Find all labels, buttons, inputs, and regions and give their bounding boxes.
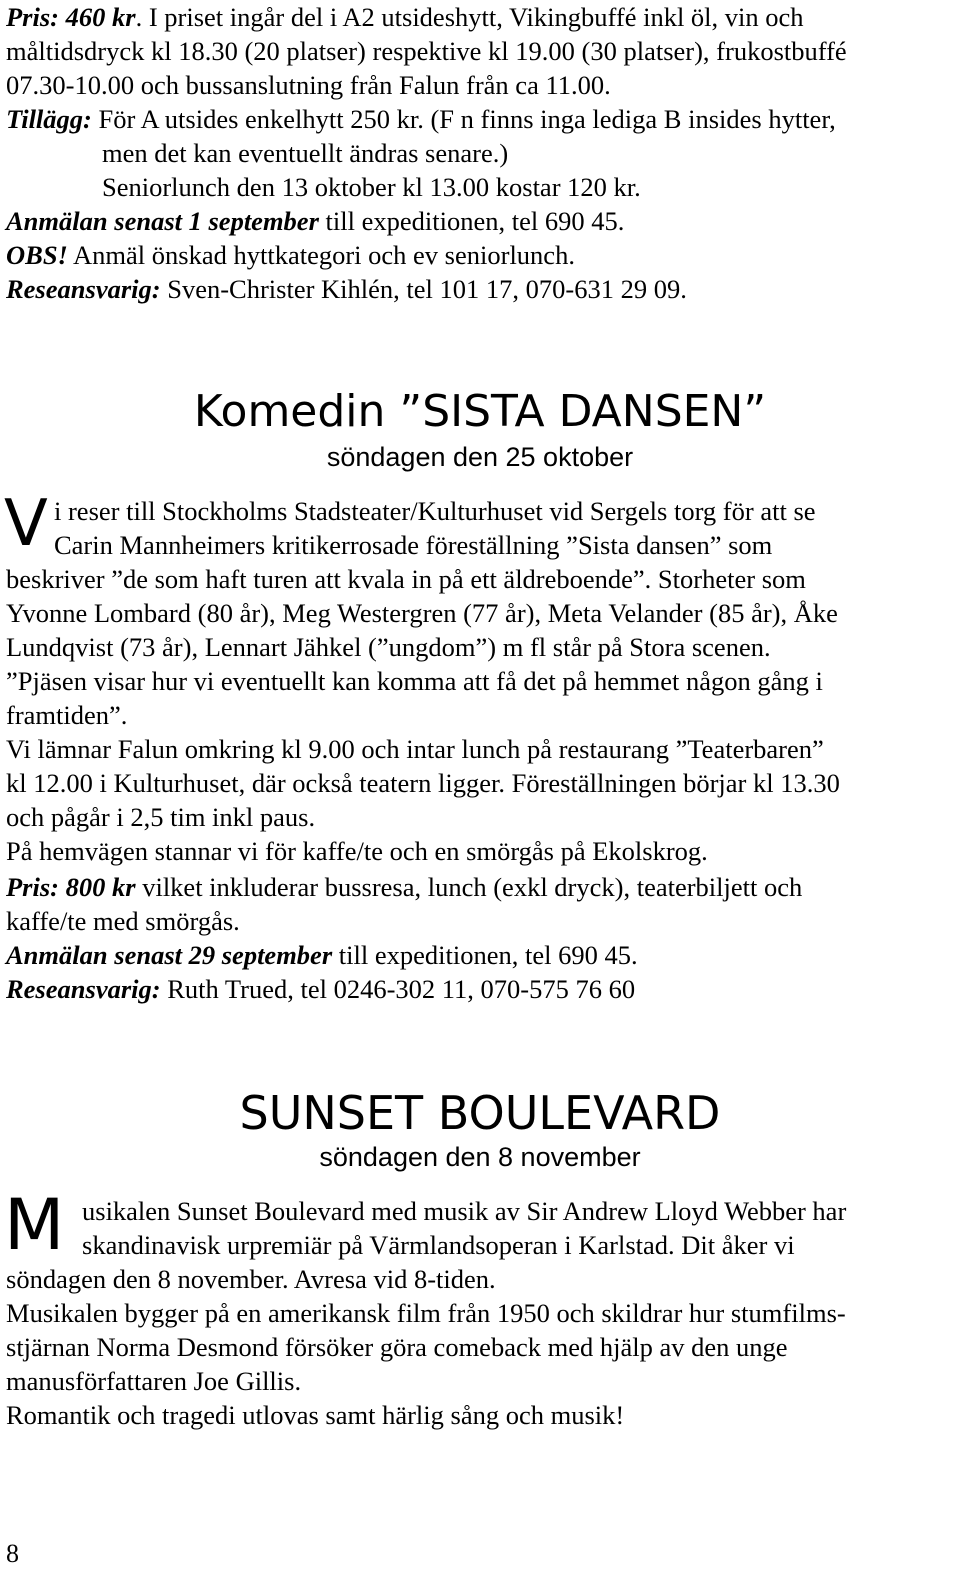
text-line: usikalen Sunset Boulevard med musik av Sir Andrew Lloyd Webber har bbox=[82, 1196, 847, 1226]
text-line: Vi lämnar Falun omkring kl 9.00 och intar lunch på restaurang ”Teaterbaren” bbox=[6, 734, 824, 764]
signup-line bbox=[6, 938, 638, 972]
addition-text: För A utsides enkelhytt 250 kr. (F n finns inga lediga B insides hytter, bbox=[91, 104, 836, 134]
price-text: . I priset ingår del i A2 utsideshytt, Vikingbuffé inkl öl, vin och bbox=[135, 2, 804, 32]
text-line: På hemvägen stannar vi för kaffe/te och en smörgås på Ekolskrog. bbox=[6, 836, 708, 866]
responsible-label: Reseansvarig: bbox=[6, 274, 161, 304]
text-line: ”Pjäsen visar hur vi eventuellt kan komma att få det på hemmet någon gång i bbox=[6, 666, 823, 696]
text-line: i reser till Stockholms Stadsteater/Kulturhuset vid Sergels torg för att se bbox=[54, 496, 816, 526]
signup-label: Anmälan senast 29 september bbox=[6, 940, 333, 970]
obs-label: OBS! bbox=[6, 240, 68, 270]
text-line: Carin Mannheimers kritikerrosade föreställning ”Sista dansen” som bbox=[54, 530, 773, 560]
text-line: men det kan eventuellt ändras senare.) bbox=[102, 138, 509, 168]
signup-text: till expeditionen, tel 690 45. bbox=[332, 940, 638, 970]
text-line: 07.30-10.00 och bussanslutning från Falun från ca 11.00. bbox=[6, 70, 611, 100]
sunset-date: söndagen den 8 november bbox=[319, 1142, 641, 1172]
addition-label: Tillägg: bbox=[6, 104, 92, 134]
text-line: Yvonne Lombard (80 år), Meg Westergren (77 år), Meta Velander (85 år), Åke bbox=[6, 598, 838, 628]
text-line: manusförfattaren Joe Gillis. bbox=[6, 1366, 302, 1396]
text-line: framtiden”. bbox=[6, 700, 128, 730]
responsible-line bbox=[6, 272, 687, 306]
text-line: stjärnan Norma Desmond försöker göra comeback med hjälp av den unge bbox=[6, 1332, 788, 1362]
responsible-text: Ruth Trued, tel 0246-302 11, 070-575 76 60 bbox=[160, 974, 636, 1004]
text-line: Romantik och tragedi utlovas samt härlig sång och musik! bbox=[6, 1400, 625, 1430]
signup-line bbox=[6, 204, 624, 238]
price-line bbox=[6, 870, 802, 904]
price-label: Pris: 800 kr bbox=[6, 872, 136, 902]
signup-label: Anmälan senast 1 september bbox=[6, 206, 319, 236]
obs-text: Anmäl önskad hyttkategori och ev seniorlunch. bbox=[67, 240, 575, 270]
text-line: Musikalen bygger på en amerikansk film från 1950 och skildrar hur stumfilms- bbox=[6, 1298, 846, 1328]
text-line: beskriver ”de som haft turen att kvala in på ett äldreboende”. Storheter som bbox=[6, 564, 806, 594]
sunset-dropcap: M bbox=[4, 1184, 65, 1266]
komedin-title: Komedin ”SISTA DANSEN” bbox=[193, 386, 767, 437]
obs-line bbox=[6, 238, 575, 272]
signup-text: till expeditionen, tel 690 45. bbox=[318, 206, 625, 236]
price-text: vilket inkluderar bussresa, lunch (exkl dryck), teaterbiljett och bbox=[135, 872, 803, 902]
text-line: kaffe/te med smörgås. bbox=[6, 906, 240, 936]
text-line: och pågår i 2,5 tim inkl paus. bbox=[6, 802, 316, 832]
komedin-dropcap: V bbox=[4, 487, 48, 561]
price-label: Pris: 460 kr bbox=[6, 2, 136, 32]
responsible-text: Sven-Christer Kihlén, tel 101 17, 070-631 29 09. bbox=[160, 274, 687, 304]
seniorlunch-line: Seniorlunch den 13 oktober kl 13.00 kostar 120 kr. bbox=[102, 172, 641, 202]
text-line: söndagen den 8 november. Avresa vid 8-tiden. bbox=[6, 1264, 496, 1294]
text-line: måltidsdryck kl 18.30 (20 platser) respektive kl 19.00 (30 platser), frukostbuffé bbox=[6, 36, 847, 66]
page-number: 8 bbox=[6, 1539, 19, 1568]
text-line: skandinavisk urpremiär på Värmlandsoperan i Karlstad. Dit åker vi bbox=[82, 1230, 795, 1260]
responsible-label: Reseansvarig: bbox=[6, 974, 161, 1004]
sunset-title: SUNSET BOULEVARD bbox=[239, 1086, 721, 1140]
text-line: Lundqvist (73 år), Lennart Jähkel (”ungdom”) m fl står på Stora scenen. bbox=[6, 632, 771, 662]
responsible-line bbox=[6, 972, 635, 1006]
price-line bbox=[6, 0, 804, 34]
text-line: kl 12.00 i Kulturhuset, där också teatern ligger. Föreställningen börjar kl 13.30 bbox=[6, 768, 840, 798]
komedin-date: söndagen den 25 oktober bbox=[326, 442, 634, 472]
addition-line bbox=[6, 102, 836, 136]
